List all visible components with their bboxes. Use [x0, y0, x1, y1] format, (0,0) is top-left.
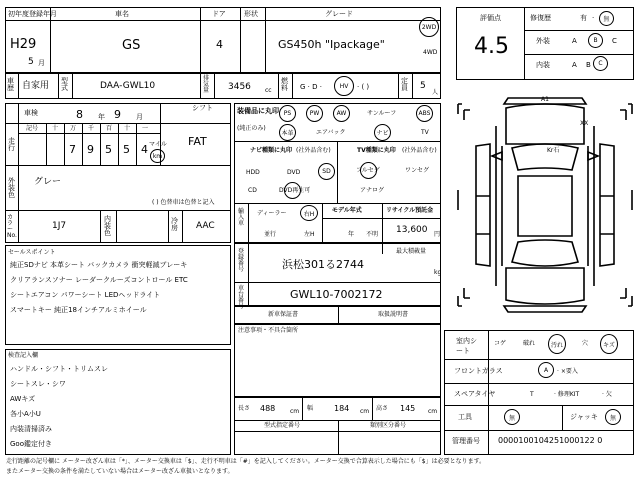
divider — [234, 282, 441, 283]
nav-dvd: DVD — [287, 169, 301, 176]
divider — [444, 359, 634, 360]
rear-window-shape — [512, 240, 578, 266]
diagram-label-xx: XX — [580, 120, 589, 127]
color-label: 外装色 — [8, 177, 15, 199]
drive-2wd-circle — [419, 17, 439, 37]
inspection-month: 9 — [114, 108, 121, 121]
mileage-km-circle — [150, 149, 165, 163]
divider — [182, 210, 183, 243]
equip-aw-circle — [333, 105, 350, 122]
divider — [265, 7, 266, 73]
divider — [46, 123, 47, 165]
displacement-value: 3456 — [228, 82, 251, 92]
inspection-year-unit: 年 — [98, 113, 105, 121]
sales-point-line: 純正SDナビ 本革シート バックカメラ 衝突軽減ブレーキ — [10, 261, 188, 269]
interior-color-label: 内装色 — [104, 215, 111, 237]
int-grade-c: C — [598, 60, 603, 67]
car-name: GS — [122, 38, 141, 53]
equip-pw: PW — [309, 110, 320, 117]
capacity-value: 5 — [420, 81, 426, 91]
fuel-hv: HV — [339, 82, 349, 90]
type-cert-label: 型式指定番号 — [264, 422, 301, 429]
equip-tv: TV — [421, 129, 429, 136]
nav-cd: CD — [248, 187, 257, 194]
divider — [278, 73, 279, 99]
mileage-header: 十 — [124, 125, 131, 132]
equip-abs-circle — [416, 105, 433, 122]
equipment-subtitle: (純正のみ) — [237, 125, 266, 132]
ext-grade-a: A — [572, 37, 577, 45]
repair-yes: 有 — [580, 14, 587, 22]
score-value: 4.5 — [474, 34, 509, 59]
diagram-label-a1: A1 — [541, 96, 549, 103]
mileage-header: 十 — [52, 125, 59, 132]
tools-none-circle — [504, 409, 520, 425]
divider — [338, 306, 339, 324]
ac-value: AAC — [196, 221, 215, 231]
sales-point-line: シートエアコン パワーシート LEDヘッドライト — [10, 291, 161, 299]
reg-month-unit: 月 — [38, 59, 45, 67]
right-mirror-shape — [588, 152, 598, 160]
inspector-notes-label: 検査記入欄 — [8, 352, 39, 359]
mileage-digit: 5 — [105, 143, 112, 156]
height-unit: cm — [428, 408, 438, 415]
nav-title-sub: (社外品含む) — [296, 147, 331, 154]
divider — [444, 405, 634, 406]
divider — [444, 383, 634, 384]
mileage-digit: 4 — [141, 143, 148, 156]
wheel-rl — [464, 288, 470, 298]
wheel-fl — [464, 110, 470, 120]
displacement-unit: cc — [265, 87, 272, 94]
model-value: DAA-GWL10 — [100, 81, 156, 91]
length-value: 488 — [260, 404, 276, 413]
spare-item: · 欠 — [602, 391, 612, 398]
nav-hdd: HDD — [246, 169, 260, 176]
seat-item: コゲ — [494, 340, 507, 347]
seat-dirt-circle — [548, 334, 566, 354]
tvtype-analog: アナログ — [360, 187, 385, 194]
wheel-fr — [620, 110, 626, 120]
left-doors-shape — [476, 144, 490, 266]
diagram-label-rear: Kr石 — [547, 147, 560, 154]
equip-ps: PS — [283, 110, 292, 117]
nav-sd: SD — [322, 168, 331, 175]
recycle-value: 13,600 — [396, 225, 428, 235]
use-label: 車歴 — [7, 77, 14, 92]
width-value: 184 — [334, 404, 350, 413]
sales-points-label: セールスポイント — [8, 249, 56, 256]
equip-ps-circle — [279, 105, 296, 122]
grade-label: グレード — [325, 10, 353, 18]
grade-value: GS450h "Ipackage" — [278, 38, 385, 51]
divider — [248, 243, 249, 306]
width-unit: cm — [360, 408, 370, 415]
equip-leather: 本革 — [281, 130, 294, 137]
capacity-label: 定員 — [401, 77, 408, 92]
divider — [337, 141, 338, 203]
trunk-shape — [506, 268, 584, 304]
mgmt-value: 0000100104251000122 0 — [498, 436, 603, 445]
divider — [322, 203, 323, 243]
seat-scratch-circle — [600, 334, 618, 354]
seat-item: 穴 — [582, 340, 589, 347]
divider — [382, 203, 383, 243]
footer-line2: またメーター交換の条件を満たしていない場合はメーター改ざん車扱いとなります。 — [6, 468, 234, 475]
inspector-note-line: ハンドル・シフト・トリムスレ — [10, 365, 108, 373]
nav-title: ナビ種類に丸印 — [250, 147, 293, 154]
divider — [338, 420, 339, 455]
length-label: 長さ — [238, 405, 251, 412]
divider — [234, 203, 441, 204]
jack-value: 無 — [609, 414, 616, 422]
inspector-note-line: 内装清掃済み — [10, 425, 52, 433]
int-grade-b: B — [586, 61, 591, 69]
glass-x: · ×要入 — [557, 368, 578, 375]
displacement-label: 排気量 — [203, 75, 210, 94]
mileage-header: 万 — [70, 125, 77, 132]
tvtype-title-sub: (社外品含む) — [402, 147, 437, 154]
mileage-header: 一 — [142, 125, 149, 132]
shape-label: 形状 — [244, 10, 258, 18]
divider — [100, 123, 101, 165]
windshield-shape — [512, 144, 578, 170]
mileage-digit: 5 — [123, 143, 130, 156]
tvtype-title: TV種類に丸印 — [357, 147, 396, 154]
repair-label: 修復歴 — [530, 14, 551, 22]
model-year-label: モデル年式 — [332, 207, 362, 214]
reg-year-label: 初年度登録年月 — [8, 10, 57, 18]
int-grade-c-circle — [593, 56, 608, 71]
equip-sunroof: サンルーフ — [367, 110, 397, 117]
divider — [100, 210, 101, 243]
divider — [72, 73, 73, 99]
divider — [5, 165, 231, 166]
divider — [214, 73, 215, 99]
mileage-header: 百 — [106, 125, 113, 132]
reg-month: 5 — [28, 57, 34, 67]
equip-airbag: エアバック — [316, 129, 346, 136]
spare-item: · 修理KIT — [554, 391, 580, 398]
divider — [382, 243, 383, 254]
divider — [18, 73, 19, 99]
ext-grade-b-circle — [588, 33, 603, 48]
shift-label: シフト — [192, 104, 213, 112]
length-unit: cm — [290, 408, 300, 415]
chassis-label: 車台番号 — [238, 285, 245, 310]
reg-year: H29 — [10, 37, 37, 52]
ext-grade-c: C — [612, 37, 617, 45]
divider — [248, 203, 249, 243]
model-label: 型式 — [61, 77, 68, 92]
tvtype-fullseg: フルセグ — [356, 167, 380, 174]
chassis-value: GWL10-7002172 — [290, 288, 383, 301]
left-body-shape — [496, 126, 502, 286]
exterior-label: 外装 — [536, 37, 550, 45]
divider — [5, 210, 231, 211]
door-label: ドア — [212, 10, 226, 18]
seat-dirt: 汚れ — [550, 341, 563, 349]
equip-navi: ナビ — [376, 130, 389, 137]
shift-value: FAT — [188, 135, 207, 148]
spare-item: T — [530, 391, 534, 398]
divider — [524, 30, 634, 31]
seat-label: 室内シート — [456, 337, 477, 355]
import-parallel: 並行 — [264, 231, 277, 238]
import-label: 輸入車 — [238, 208, 245, 227]
divider — [136, 123, 137, 165]
fuel-other: · ( ) — [357, 83, 370, 91]
model-year-unit: 年 — [348, 231, 355, 238]
repair-no-circle — [599, 11, 614, 26]
import-dealer: ディーラー — [257, 210, 287, 217]
drive-2wd: 2WD — [421, 23, 437, 31]
repair-no: 無 — [603, 16, 610, 23]
equip-pw-circle — [306, 105, 323, 122]
color-value: グレー — [34, 177, 62, 187]
divider — [118, 123, 119, 165]
divider — [58, 73, 59, 99]
divider — [524, 54, 634, 55]
glass-a: A — [543, 366, 549, 374]
right-handle-circle — [300, 205, 318, 221]
divider — [116, 210, 117, 243]
seat-item: 破れ — [523, 340, 536, 347]
recycle-label: リサイクル預託金 — [386, 207, 434, 214]
nav-sd-circle — [318, 163, 335, 180]
seat-scratch: キズ — [603, 341, 615, 349]
divider — [412, 73, 413, 99]
inspector-note-line: AWキズ — [10, 395, 36, 403]
tvtype-oneseg: ワンセグ — [405, 167, 430, 174]
height-value: 145 — [400, 404, 416, 413]
divider — [302, 397, 303, 420]
divider — [562, 405, 563, 430]
divider — [322, 218, 441, 219]
use-value: 自家用 — [22, 81, 50, 91]
divider — [64, 123, 65, 165]
score-label: 評価点 — [480, 14, 501, 22]
divider — [372, 397, 373, 420]
divider — [18, 103, 19, 243]
rear-bumper-shape — [504, 306, 586, 312]
equipment-title: 装備品に丸印 — [237, 107, 279, 115]
manual: 取扱説明書 — [378, 311, 409, 318]
mileage-digit: 9 — [87, 143, 94, 156]
height-label: 高さ — [376, 405, 389, 412]
int-grade-a: A — [572, 61, 577, 69]
recycle-unit: 円 — [434, 231, 441, 238]
jack-none-circle — [605, 409, 621, 425]
nav-dvd-play: DVD再生可 — [279, 187, 311, 194]
divider — [444, 430, 634, 431]
notes-panel — [234, 324, 441, 397]
jack-label: ジャッキ — [570, 413, 598, 421]
load-unit: kg — [434, 269, 442, 276]
inspector-note-line: Goo鑑定付き — [10, 440, 52, 448]
interior-label: 内装 — [536, 61, 550, 69]
divider — [5, 20, 441, 21]
divider — [292, 73, 293, 99]
mileage-km: km — [152, 152, 163, 160]
notes-label: 注意事項・不具合箇所 — [238, 327, 299, 334]
mileage-label: 走行 — [8, 137, 15, 152]
registration-label: 登録番号 — [238, 248, 245, 273]
left-mirror-shape — [492, 152, 502, 160]
mileage-digit: 7 — [69, 143, 76, 156]
fuel-hv-circle — [334, 76, 354, 96]
roof-shape — [518, 176, 572, 236]
ext-grade-b: B — [593, 37, 598, 44]
glass-label: フロントガラス — [454, 367, 503, 375]
tools-label: 工具 — [458, 413, 472, 421]
equip-navi-circle — [374, 124, 391, 141]
drive-4wd: 4WD — [423, 49, 438, 56]
new-car-warranty: 新車保証書 — [268, 311, 299, 318]
left-handle: 左H — [304, 231, 315, 238]
model-year-unknown: 不明 — [366, 231, 379, 238]
load-label: 最大積載量 — [396, 248, 427, 255]
equip-leather-circle — [279, 124, 296, 141]
sales-point-line: クリアランスソナー レーダークルーズコントロール ETC — [10, 276, 188, 284]
equip-abs: ABS — [418, 110, 431, 117]
inspector-note-line: シートスレ・シワ — [10, 380, 66, 388]
glass-a-circle — [538, 362, 554, 378]
divider — [18, 133, 160, 134]
ac-label: 冷房 — [171, 217, 178, 232]
class-label: 類別区分番号 — [370, 422, 407, 429]
mgmt-label: 管理番号 — [452, 437, 480, 445]
color-note: ( ) 色替車は色替と記入 — [152, 199, 215, 206]
spare-label: スペアタイヤ — [454, 390, 496, 398]
color-no-label: カラーNo. — [7, 214, 17, 239]
divider — [524, 7, 525, 80]
divider — [168, 210, 169, 243]
capacity-unit: 人 — [432, 89, 439, 96]
right-handle: 右H — [303, 210, 315, 218]
tools-value: 無 — [508, 414, 515, 422]
inspection-label: 車検 — [24, 109, 38, 117]
inspector-note-line: 各小A小U — [10, 410, 41, 418]
right-body-shape — [588, 126, 594, 286]
inspection-month-unit: 月 — [136, 113, 143, 121]
equip-aw: AW — [336, 110, 347, 117]
separator: · — [592, 14, 595, 22]
registration-value: 浜松301る2744 — [282, 258, 364, 271]
mileage-header: 千 — [88, 125, 95, 132]
width-label: 幅 — [307, 405, 314, 412]
sales-point-line: スマートキー 純正18インチアルミホイール — [10, 306, 147, 314]
door-count: 4 — [216, 38, 223, 51]
footer-line1: 走行距離の記号欄に メーター改ざん車は「*」、メーター交換車は「$」、走行不明車は「#」を記入してください。メーター交換で合算表示した場合にも「$」は必要となります。 — [6, 458, 486, 465]
divider — [398, 73, 399, 99]
inspection-year: 8 — [76, 108, 83, 121]
row2 — [5, 73, 441, 99]
fuel-options: G · D · — [300, 83, 322, 91]
wheel-rr — [620, 288, 626, 298]
divider — [240, 7, 241, 73]
color-no-value: 1J7 — [52, 221, 67, 231]
mileage-header: 記号 — [26, 125, 39, 132]
fuel-label: 燃料 — [281, 77, 288, 92]
car-diagram — [456, 86, 634, 324]
divider — [82, 123, 83, 165]
hood-shape — [506, 104, 584, 144]
right-doors-shape — [600, 144, 614, 266]
car-name-label: 車名 — [115, 10, 129, 18]
mileage-unit-mile: マイル — [149, 141, 167, 148]
divider — [200, 73, 201, 99]
divider — [200, 7, 201, 73]
